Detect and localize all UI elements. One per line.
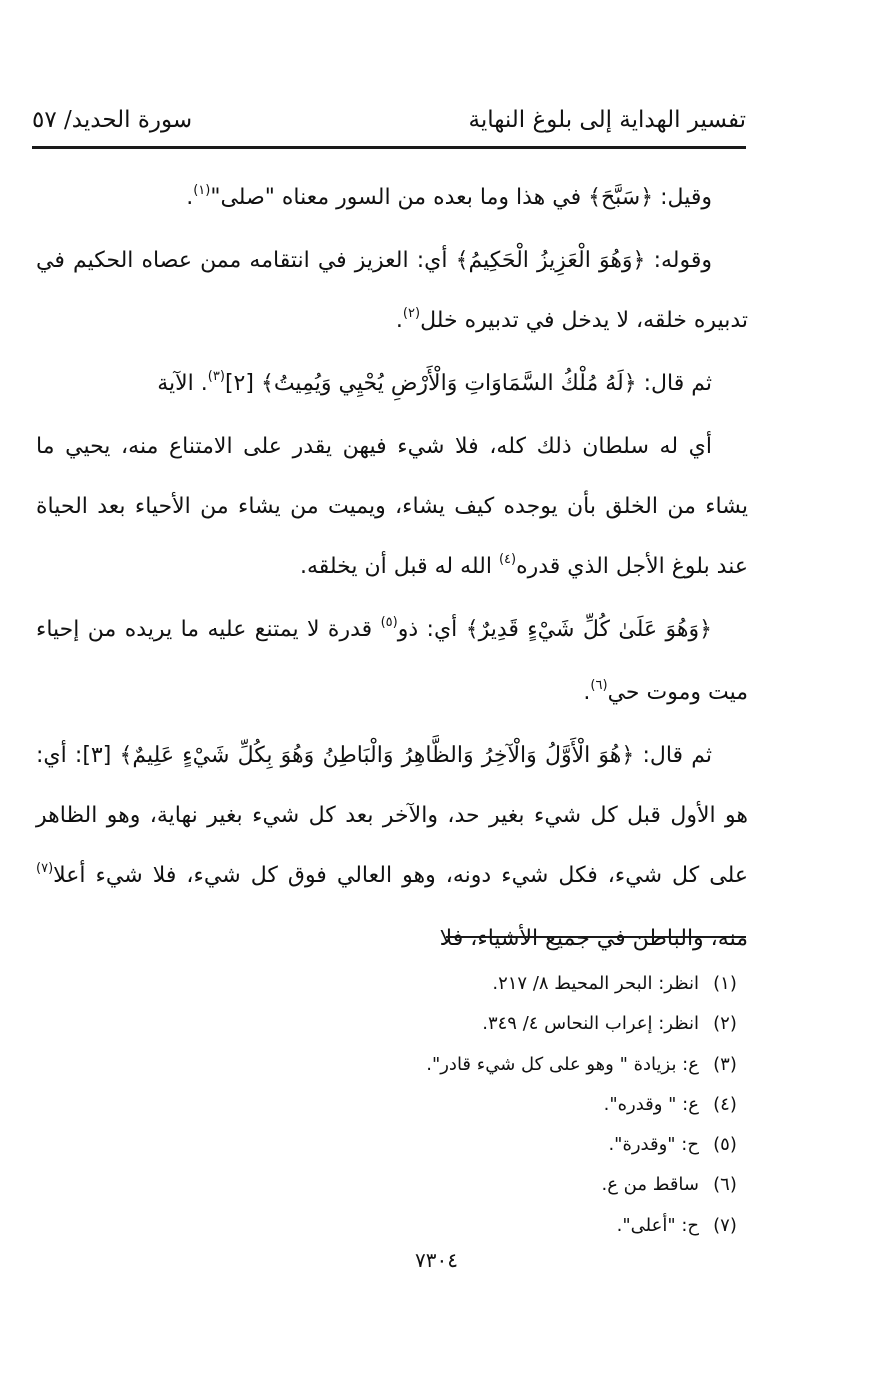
footnote-text: ع: " وقدره". [603, 1093, 699, 1115]
footnote-number: (١) [713, 973, 737, 994]
footnote-ref: (١) [193, 183, 211, 198]
paragraph-6 [36, 726, 748, 969]
footnote-item [191, 1004, 751, 1044]
quran-verse: ﴿وَهُوَ عَلَىٰ كُلِّ شَيْءٍ قَدِيرٌ﴾ [465, 617, 713, 642]
text-run: [٣]: أي: هو الأول قبل كل شيء بغير حد، والآخر بعد كل شيء بغير نهاية، وهو الظاهر على كل شيء، فكل شيء دونه، وهو العالي فوق كل شيء، فلا شيء أعلا [36, 743, 748, 888]
footnote-text: انظر: البحر المحيط ٨/ ٢١٧. [492, 973, 699, 994]
footnote-divider [446, 936, 746, 938]
footnote-ref: (٧) [36, 861, 54, 876]
footnote-number: (٧) [713, 1214, 737, 1236]
footnote-text: ح: "وقدرة". [608, 1134, 699, 1156]
text-run: ثم قال: [634, 743, 712, 768]
footnote-text: انظر: إعراب النحاس ٤/ ٣٤٩. [482, 1013, 699, 1035]
quran-verse: ﴿هُوَ الْأَوَّلُ وَالْآخِرُ وَالظَّاهِرُ وَالْبَاطِنُ وَهُوَ بِكُلِّ شَيْءٍ عَلِيمٌ﴾ [119, 743, 635, 768]
paragraph-4 [36, 417, 748, 600]
footnote-ref: (٤) [498, 552, 517, 567]
footnote-text: ساقط من ع. [601, 1174, 699, 1196]
quran-verse: ﴿سَبَّحَ﴾ [588, 185, 654, 210]
text-run: أي له سلطان ذلك كله، فلا شيء فيهن يقدر على الامتناع منه، يحيي ما يشاء من الخلق بأن يوجده كيف يشاء، ويميت من يشاء من الأحياء بعد الحياة عند بلوغ الأجل الذي قدره [36, 434, 748, 579]
footnote-item [191, 964, 751, 1004]
text-run: . [583, 680, 591, 705]
footnote-number: (٦) [713, 1174, 737, 1196]
text-run: . [395, 308, 403, 333]
footnote-ref: (٦) [590, 678, 608, 693]
text-run: الله له قبل أن يخلقه. [299, 554, 499, 579]
footnote-text: ح: "أعلى". [616, 1214, 699, 1236]
text-run: أي: العزيز في انتقامه ممن عصاه الحكيم في تدبيره خلقه، لا يدخل في تدبيره خلل [36, 248, 748, 333]
footnote-item [191, 1085, 751, 1125]
footnote-item [191, 1125, 751, 1165]
running-header [32, 100, 746, 149]
surah-label: سورة الحديد/ ٥٧ [32, 107, 193, 133]
footnote-number: (٢) [713, 1013, 737, 1035]
page-number: ٧٣٠٤ [415, 1248, 458, 1272]
footnote-item [191, 1045, 751, 1085]
verse-number: [٢] [224, 371, 261, 396]
footnote-number: (٥) [713, 1134, 737, 1156]
footnote-number: (٣) [713, 1053, 737, 1075]
text-run: وقوله: [645, 248, 712, 273]
paragraph-3 [36, 354, 748, 417]
footnote-ref: (٢) [402, 306, 421, 321]
text-run: في هذا وما بعده من السور معناه "صلى" [210, 185, 589, 210]
text-run: قدرة لا يمتنع عليه ما يريده من إحياء ميت وموت حي [36, 617, 748, 705]
footnote-item [191, 1165, 751, 1205]
paragraph-2 [36, 231, 748, 354]
footnote-text: ع: بزيادة " وهو على كل شيء قادر". [426, 1053, 699, 1075]
text-run: أي: ذو [397, 617, 466, 642]
footnotes-list [191, 964, 751, 1246]
paragraph-1 [36, 168, 748, 231]
quran-verse: ﴿وَهُوَ الْعَزِيزُ الْحَكِيمُ﴾ [455, 248, 646, 273]
paragraph-5 [36, 600, 748, 726]
footnote-item [191, 1206, 751, 1246]
footnote-ref: (٥) [380, 615, 398, 630]
footnote-number: (٤) [713, 1093, 737, 1115]
text-run: وقيل: [653, 185, 712, 210]
text-run: ثم قال: [636, 371, 712, 396]
main-text [36, 168, 748, 969]
quran-verse: ﴿لَهُ مُلْكُ السَّمَاوَاتِ وَالْأَرْضِ يُحْيِي وَيُمِيتُ﴾ [260, 371, 637, 396]
text-run: منه، والباطن في جميع الأشياء، فلا [439, 926, 748, 951]
book-title: تفسير الهداية إلى بلوغ النهاية [468, 107, 746, 133]
text-run: . الآية [157, 371, 208, 396]
text-run: . [186, 185, 194, 210]
footnote-ref: (٣) [207, 369, 225, 384]
